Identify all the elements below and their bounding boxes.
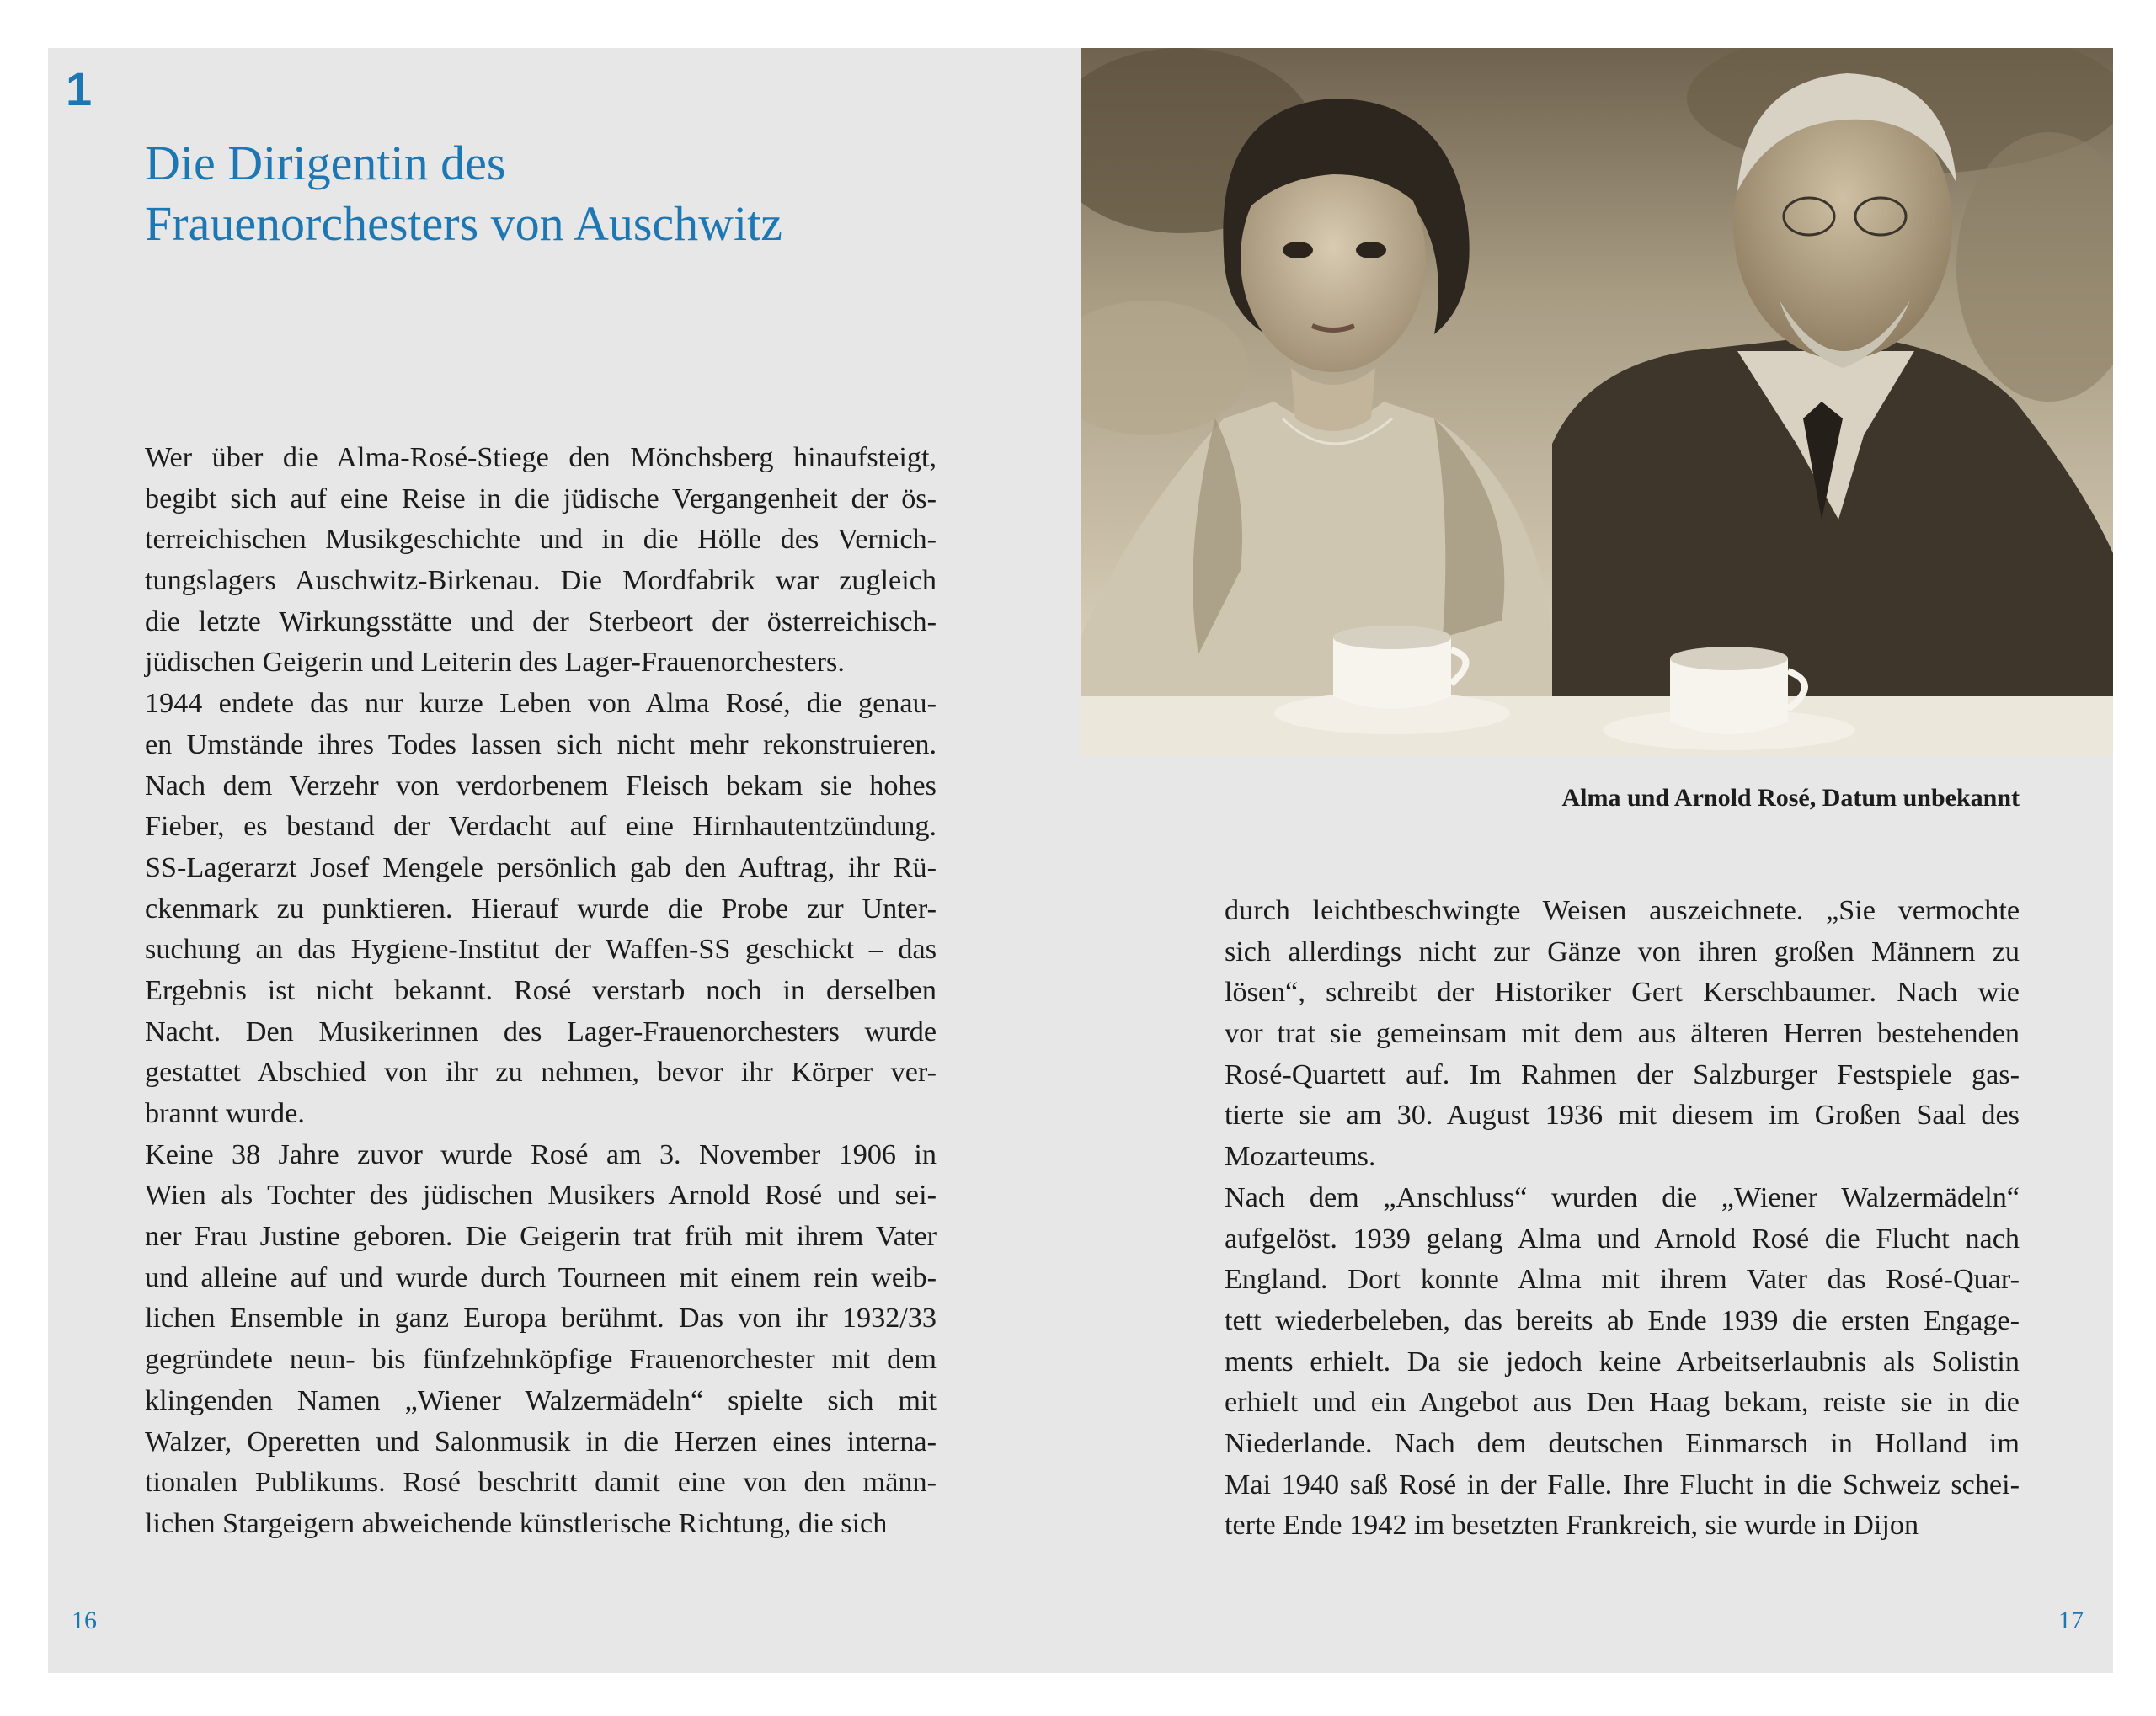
text-line: Walzer, Operetten und Salonmusik in die Herzen eines interna-	[145, 1426, 937, 1458]
text-line: Ergebnis ist nicht bekannt. Rosé verstarb noch in derselben	[145, 974, 937, 1006]
text-line: SS-Lagerarzt Josef Mengele persönlich gab den Auftrag, ihr Rü-	[145, 851, 937, 883]
text-line: ner Frau Justine geboren. Die Geigerin trat früh mit ihrem Vater	[145, 1221, 937, 1253]
text-line: und alleine auf und wurde durch Tourneen mit einem rein weib-	[145, 1261, 937, 1293]
text-line: erhielt und ein Angebot aus Den Haag bekam, reiste sie in die	[1225, 1387, 2020, 1419]
chapter-title	[145, 133, 987, 254]
text-line: ments erhielt. Da sie jedoch keine Arbeitserlaubnis als Solistin	[1225, 1346, 2020, 1378]
text-line: tionalen Publikums. Rosé beschritt damit eine von den männ-	[145, 1467, 937, 1499]
text-line: suchung an das Hygiene-Institut der Waffen-SS geschickt – das	[145, 934, 937, 966]
page-number-right: 17	[2058, 1607, 2084, 1634]
page-number-left: 16	[72, 1607, 97, 1634]
left-page-body-text	[145, 438, 937, 1545]
text-line: Niederlande. Nach dem deutschen Einmarsch in Holland im	[1225, 1427, 2020, 1459]
portrait-photo	[1081, 48, 2113, 755]
text-line: jüdischen Geigerin und Leiterin des Lager-Frauenorchesters.	[145, 647, 845, 679]
text-line: Fieber, es bestand der Verdacht auf eine Hirnhautentzündung.	[145, 811, 937, 843]
text-line: vor trat sie gemeinsam mit dem aus älteren Herren bestehenden	[1225, 1018, 2020, 1050]
text-line: durch leichtbeschwingte Weisen auszeichnete. „Sie vermochte	[1225, 895, 2020, 926]
photo-caption: Alma und Arnold Rosé, Datum unbekannt	[1561, 784, 2020, 812]
text-line: begibt sich auf eine Reise in die jüdische Vergangenheit der ös-	[145, 482, 937, 514]
text-line: brannt wurde.	[145, 1098, 305, 1129]
text-line: Wer über die Alma-Rosé-Stiege den Mönchsberg hinaufsteigt,	[145, 442, 937, 473]
text-line: klingenden Namen „Wiener Walzermädeln“ spielte sich mit	[145, 1384, 937, 1416]
text-line: Mai 1940 saß Rosé in der Falle. Ihre Flucht in die Schweiz schei-	[1225, 1468, 2020, 1500]
text-line: tungslagers Auschwitz-Birkenau. Die Mordfabrik war zugleich	[145, 565, 937, 597]
text-line: gegründete neun- bis fünfzehnköpfige Frauenorchester mit dem	[145, 1344, 937, 1376]
text-line: Rosé-Quartett auf. Im Rahmen der Salzburger Festspiele gas-	[1225, 1058, 2020, 1090]
text-line: 1944 endete das nur kurze Leben von Alma Rosé, die genau-	[145, 688, 937, 720]
text-line: gestattet Abschied von ihr zu nehmen, bevor ihr Körper ver-	[145, 1057, 937, 1089]
text-line: Mozarteums.	[1225, 1141, 1376, 1173]
text-line: England. Dort konnte Alma mit ihrem Vater das Rosé-Quar-	[1225, 1264, 2020, 1296]
text-line: terte Ende 1942 im besetzten Frankreich, sie wurde in Dijon	[1225, 1510, 1919, 1542]
text-line: lichen Stargeigern abweichende künstlerische Richtung, die sich	[145, 1507, 888, 1539]
text-line: lösen“, schreibt der Historiker Gert Kerschbaumer. Nach wie	[1225, 977, 2020, 1009]
right-page-body-text	[1225, 891, 2020, 1547]
text-line: aufgelöst. 1939 gelang Alma und Arnold Rosé die Flucht nach	[1225, 1223, 2020, 1255]
text-line: Wien als Tochter des jüdischen Musikers Arnold Rosé und sei-	[145, 1180, 937, 1212]
text-line: en Umstände ihres Todes lassen sich nicht mehr rekonstruieren.	[145, 728, 937, 760]
text-line: die letzte Wirkungsstätte und der Sterbeort der österreichisch-	[145, 605, 937, 637]
text-line: Nach dem Verzehr von verdorbenem Fleisch bekam sie hohes	[145, 770, 937, 802]
text-line: Nacht. Den Musikerinnen des Lager-Frauenorchesters wurde	[145, 1015, 937, 1047]
text-line: terreichischen Musikgeschichte und in die Hölle des Vernich-	[145, 524, 937, 556]
text-line: Nach dem „Anschluss“ wurden die „Wiener Walzermädeln“	[1225, 1181, 2020, 1213]
text-line: ckenmark zu punktieren. Hierauf wurde die Probe zur Unter-	[145, 893, 937, 925]
text-line: lichen Ensemble in ganz Europa berühmt. Das von ihr 1932/33	[145, 1303, 937, 1335]
text-line: Keine 38 Jahre zuvor wurde Rosé am 3. November 1906 in	[145, 1138, 937, 1170]
text-line: tett wiederbeleben, das bereits ab Ende 1939 die ersten Engage-	[1225, 1304, 2020, 1336]
text-line: sich allerdings nicht zur Gänze von ihren großen Männern zu	[1225, 935, 2020, 967]
chapter-title-line: Frauenorchesters von Auschwitz	[145, 196, 783, 251]
portrait-photo-illustration	[1081, 48, 2113, 755]
chapter-title-line: Die Dirigentin des	[145, 136, 506, 190]
chapter-number: 1	[66, 62, 93, 115]
text-line: tierte sie am 30. August 1936 mit diesem im Großen Saal des	[1225, 1100, 2020, 1132]
